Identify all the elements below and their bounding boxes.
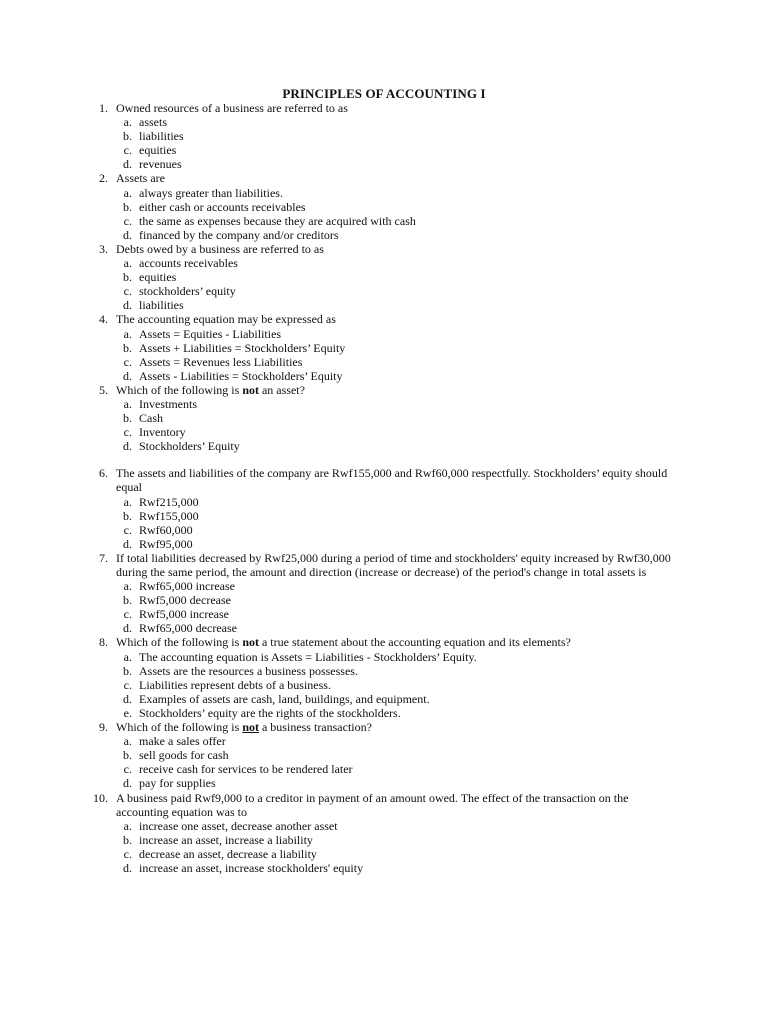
option-text: always greater than liabilities. (139, 185, 283, 200)
option-letter: c. (123, 284, 132, 299)
answer-option (116, 621, 684, 635)
question-text-part: If total liabilities decreased by Rwf25,000 during a period of time and stockholders' equity increased by Rwf30,000 during the same period, the amount and direction (increase or decrease) of the period's change in total assets is (116, 550, 671, 579)
answer-options (116, 495, 684, 551)
answer-option (116, 129, 684, 143)
option-text: Examples of assets are cash, land, buildings, and equipment. (139, 691, 430, 706)
answer-option (116, 819, 684, 833)
option-letter: c. (123, 425, 132, 440)
question-text-part: Which of the following is (116, 635, 243, 650)
question-text-part: Which of the following is (116, 720, 243, 735)
emphasized-word: not (242, 635, 259, 650)
question-text (116, 242, 684, 256)
answer-option (116, 186, 684, 200)
question-10 (84, 791, 684, 876)
question-text-part: The assets and liabilities of the company are Rwf155,000 and Rwf60,000 respectfully. Stockholders’ equity should equal (116, 466, 668, 495)
option-letter: b. (123, 663, 132, 678)
question-4 (84, 312, 684, 382)
answer-option (116, 762, 684, 776)
answer-option (116, 833, 684, 847)
question-3 (84, 242, 684, 312)
answer-option (116, 847, 684, 861)
option-text: The accounting equation is Assets = Liabilities - Stockholders’ Equity. (139, 649, 477, 664)
answer-option (116, 509, 684, 523)
option-letter: d. (123, 298, 132, 313)
option-text: liabilities (139, 129, 184, 144)
answer-option (116, 256, 684, 270)
answer-options (116, 115, 684, 171)
option-letter: b. (123, 411, 132, 426)
answer-option (116, 341, 684, 355)
question-text (116, 383, 684, 397)
option-letter: a. (123, 256, 132, 271)
option-text: Stockholders’ equity are the rights of the stockholders. (139, 705, 401, 720)
answer-options (116, 397, 684, 453)
option-text: equities (139, 270, 177, 285)
question-text (116, 171, 684, 185)
option-letter: c. (123, 522, 132, 537)
option-letter: a. (123, 818, 132, 833)
question-number: 9. (99, 720, 108, 735)
answer-option (116, 692, 684, 706)
option-letter: a. (123, 396, 132, 411)
answer-option (116, 157, 684, 171)
option-text: equities (139, 143, 177, 158)
option-text: revenues (139, 157, 182, 172)
option-text: either cash or accounts receivables (139, 199, 306, 214)
option-letter: c. (123, 607, 132, 622)
answer-options (116, 186, 684, 242)
option-letter: b. (123, 508, 132, 523)
question-number: 1. (99, 101, 108, 115)
option-letter: d. (123, 157, 132, 172)
answer-option (116, 439, 684, 453)
option-letter: b. (123, 340, 132, 355)
question-2 (84, 171, 684, 241)
answer-option (116, 678, 684, 692)
question-number: 10. (93, 790, 108, 805)
option-text: decrease an asset, decrease a liability (139, 846, 317, 861)
answer-options (116, 650, 684, 720)
answer-option (116, 495, 684, 509)
option-text: Stockholders’ Equity (139, 439, 240, 454)
answer-option (116, 355, 684, 369)
answer-option (116, 579, 684, 593)
question-5 (84, 383, 684, 453)
option-letter: a. (123, 115, 132, 130)
option-text: Rwf65,000 increase (139, 579, 235, 594)
option-text: Cash (139, 411, 163, 426)
answer-option (116, 214, 684, 228)
option-letter: e. (123, 705, 132, 720)
option-text: Rwf60,000 (139, 522, 193, 537)
question-text (116, 466, 684, 494)
question-text (116, 720, 684, 734)
answer-options (116, 734, 684, 790)
answer-options (116, 819, 684, 875)
option-letter: a. (123, 326, 132, 341)
question-number: 2. (99, 171, 108, 186)
option-letter: a. (123, 494, 132, 509)
answer-option (116, 664, 684, 678)
question-text-part: a business transaction? (258, 720, 372, 735)
option-text: Rwf5,000 increase (139, 607, 229, 622)
option-text: Liabilities represent debts of a business. (139, 677, 331, 692)
answer-option (116, 115, 684, 129)
option-letter: d. (123, 860, 132, 875)
question-number: 7. (99, 550, 108, 565)
option-letter: b. (123, 270, 132, 285)
question-text-part: Debts owed by a business are referred to as (116, 241, 324, 256)
question-text-part: an asset? (258, 382, 305, 397)
option-letter: d. (123, 536, 132, 551)
answer-options (116, 256, 684, 312)
question-text (116, 635, 684, 649)
answer-options (116, 327, 684, 383)
question-text-part: Owned resources of a business are referred to as (116, 101, 348, 115)
option-text: Rwf155,000 (139, 508, 199, 523)
question-text (116, 312, 684, 326)
question-number: 4. (99, 312, 108, 327)
answer-option (116, 284, 684, 298)
question-text (116, 551, 684, 579)
answer-option (116, 523, 684, 537)
answer-option (116, 650, 684, 664)
option-letter: c. (123, 213, 132, 228)
option-letter: d. (123, 368, 132, 383)
option-letter: b. (123, 832, 132, 847)
option-text: Rwf65,000 decrease (139, 621, 237, 636)
option-text: financed by the company and/or creditors (139, 227, 339, 242)
option-letter: d. (123, 621, 132, 636)
question-number: 6. (99, 466, 108, 481)
answer-option (116, 425, 684, 439)
answer-option (116, 228, 684, 242)
question-1 (84, 101, 684, 171)
option-text: Inventory (139, 425, 186, 440)
option-letter: b. (123, 129, 132, 144)
option-text: increase one asset, decrease another asset (139, 818, 338, 833)
answer-option (116, 607, 684, 621)
option-text: Rwf215,000 (139, 494, 199, 509)
option-letter: a. (123, 649, 132, 664)
answer-option (116, 861, 684, 875)
option-letter: a. (123, 734, 132, 749)
option-text: receive cash for services to be rendered later (139, 762, 353, 777)
question-text-part: Which of the following is (116, 382, 243, 397)
option-text: assets (139, 115, 167, 130)
option-letter: c. (123, 143, 132, 158)
option-text: Assets + Liabilities = Stockholders’ Equity (139, 340, 346, 355)
option-text: Assets = Equities - Liabilities (139, 326, 282, 341)
emphasized-word: not (242, 720, 259, 735)
question-number: 5. (99, 382, 108, 397)
option-text: accounts receivables (139, 256, 238, 271)
option-text: Assets are the resources a business possesses. (139, 663, 358, 678)
answer-option (116, 327, 684, 341)
option-letter: c. (123, 354, 132, 369)
question-text-part: The accounting equation may be expressed as (116, 312, 336, 327)
option-letter: d. (123, 227, 132, 242)
option-text: Assets = Revenues less Liabilities (139, 354, 303, 369)
question-text-part: a true statement about the accounting equation and its elements? (258, 635, 571, 650)
question-number: 8. (99, 635, 108, 650)
answer-option (116, 593, 684, 607)
option-text: Investments (139, 396, 197, 411)
option-text: Rwf5,000 decrease (139, 593, 231, 608)
question-list (84, 101, 684, 875)
answer-option (116, 200, 684, 214)
answer-option (116, 776, 684, 790)
option-letter: d. (123, 439, 132, 454)
option-text: stockholders’ equity (139, 284, 236, 299)
question-6 (84, 466, 684, 551)
option-text: Rwf95,000 (139, 536, 193, 551)
question-number: 3. (99, 241, 108, 256)
answer-option (116, 537, 684, 551)
option-letter: c. (123, 762, 132, 777)
question-text (116, 101, 684, 115)
answer-option (116, 411, 684, 425)
question-text (116, 791, 684, 819)
option-text: increase an asset, increase stockholders' equity (139, 860, 364, 875)
answer-option (116, 397, 684, 411)
emphasized-word: not (242, 382, 259, 397)
page-title: PRINCIPLES OF ACCOUNTING I (282, 86, 486, 101)
answer-option (116, 270, 684, 284)
answer-option (116, 748, 684, 762)
option-text: increase an asset, increase a liability (139, 832, 313, 847)
option-letter: d. (123, 691, 132, 706)
option-letter: b. (123, 593, 132, 608)
option-letter: c. (123, 677, 132, 692)
question-7 (84, 551, 684, 636)
option-text: liabilities (139, 298, 184, 313)
option-text: the same as expenses because they are acquired with cash (139, 213, 416, 228)
answer-options (116, 579, 684, 635)
option-text: sell goods for cash (139, 748, 229, 763)
option-letter: a. (123, 185, 132, 200)
option-text: Assets - Liabilities = Stockholders’ Equity (139, 368, 343, 383)
question-9 (84, 720, 684, 790)
option-letter: d. (123, 776, 132, 791)
answer-option (116, 369, 684, 383)
option-text: make a sales offer (139, 734, 226, 749)
answer-option (116, 706, 684, 720)
option-letter: b. (123, 199, 132, 214)
option-text: pay for supplies (139, 776, 216, 791)
answer-option (116, 734, 684, 748)
question-8 (84, 635, 684, 720)
question-text-part: A business paid Rwf9,000 to a creditor in payment of an amount owed. The effect of the transaction on the accounting equation was to (116, 790, 629, 819)
option-letter: a. (123, 579, 132, 594)
option-letter: b. (123, 748, 132, 763)
option-letter: c. (123, 846, 132, 861)
answer-option (116, 143, 684, 157)
answer-option (116, 298, 684, 312)
question-text-part: Assets are (116, 171, 165, 186)
